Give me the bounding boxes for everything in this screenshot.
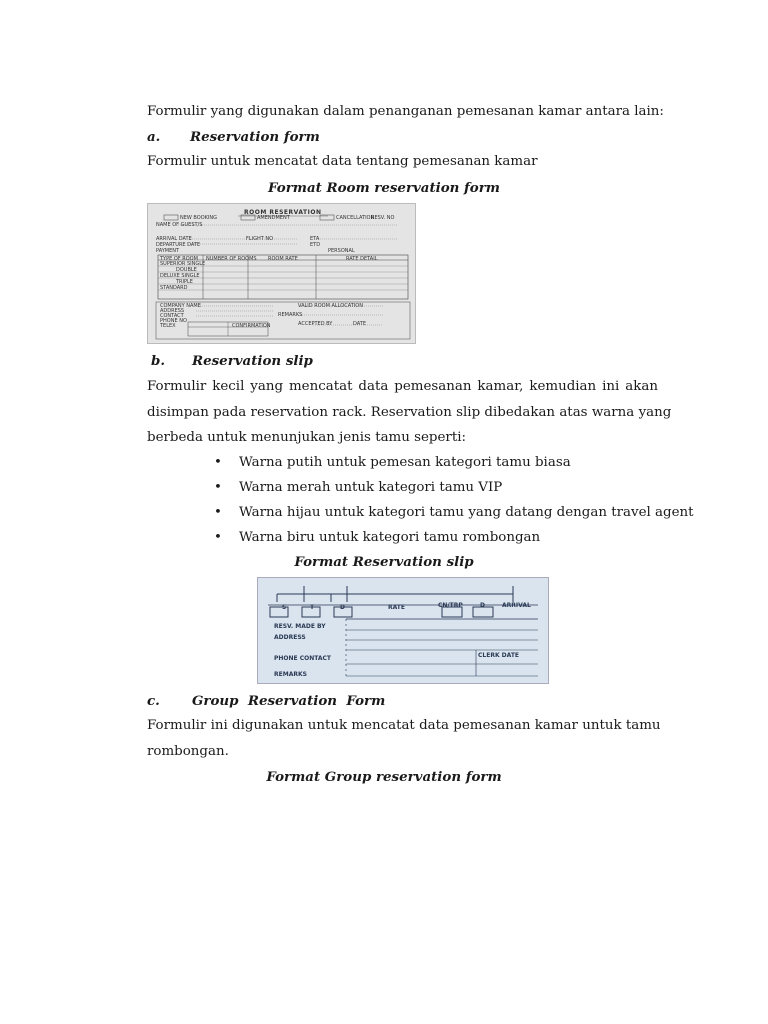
- room-form-label: CONFIRMATION: [232, 323, 271, 329]
- word: yang: [638, 405, 672, 420]
- word: slip: [456, 405, 481, 420]
- room-form-label: ACCEPTED BY: [298, 321, 333, 327]
- section-a-title: Reservation form: [190, 129, 320, 145]
- section-b-para-line-3: berbeda untuk menunjukan jenis tamu seperti:: [147, 430, 467, 445]
- room-form-label: NAME OF GUEST/S: [156, 222, 203, 228]
- room-form-label: DATE: [353, 321, 367, 327]
- section-a-caption: Format Room reservation form: [268, 180, 500, 196]
- slip-d-label: D: [480, 602, 485, 609]
- word: data: [358, 379, 389, 394]
- slip-made-by-label: RESV. MADE BY: [274, 623, 326, 630]
- slip-form-lines: [258, 578, 548, 683]
- word: digunakan: [232, 718, 304, 733]
- word: Formulir: [147, 718, 207, 733]
- room-form-label: REMARKS: [278, 312, 303, 318]
- bullet-icon: •: [214, 480, 222, 495]
- section-c-para-line-2: rombongan.: [147, 744, 229, 759]
- word: ini: [210, 718, 228, 733]
- slip-box-label: S: [282, 604, 287, 611]
- room-form-label: ROOM RATE: [268, 256, 298, 262]
- section-c-para-line-1: [147, 717, 661, 735]
- word: Formulir: [147, 379, 207, 394]
- room-form-label: STANDARD: [160, 285, 188, 291]
- slip-phone-label: PHONE CONTACT: [274, 655, 332, 662]
- word: atas: [559, 405, 588, 420]
- section-b-para-line-2: [147, 404, 672, 422]
- room-form-label: PERSONAL: [328, 248, 355, 254]
- slip-box-label: D: [340, 604, 345, 611]
- word: untuk: [307, 718, 348, 733]
- room-form-label: CONTACT: [160, 313, 184, 319]
- slip-arrival-label: ARRIVAL: [502, 602, 531, 609]
- word: dibedakan: [484, 405, 556, 420]
- room-form-label: SUPERIOR SINGLE: [160, 261, 206, 267]
- word: tamu: [625, 718, 661, 733]
- word: disimpan: [147, 405, 209, 420]
- section-a-marker: a.: [147, 129, 161, 145]
- word: untuk: [582, 718, 622, 733]
- room-form-check-label: AMENDMENT: [257, 215, 290, 221]
- slip-box-label: T: [310, 604, 315, 611]
- word: mencatat: [351, 718, 415, 733]
- room-form-label: COMPANY NAME: [160, 303, 201, 309]
- room-reservation-form-image: [147, 203, 416, 344]
- word: akan: [625, 379, 658, 394]
- word: Reservation: [370, 405, 452, 420]
- bullet-item: Warna merah untuk kategori tamu VIP: [239, 480, 503, 495]
- intro-text: Formulir yang digunakan dalam penanganan pemesanan kamar antara lain:: [147, 104, 664, 119]
- room-form-label: DOUBLE: [176, 267, 197, 273]
- room-form-label: ETA: [310, 236, 320, 242]
- room-form-label: RESV. NO: [371, 215, 395, 221]
- room-form-label: NUMBER OF ROOMS: [206, 256, 257, 262]
- bullet-item: Warna hijau untuk kategori tamu yang datang dengan travel agent: [239, 505, 694, 520]
- room-form-label: VALID ROOM ALLOCATION: [298, 303, 363, 309]
- room-form-check-label: CANCELLATION: [336, 215, 375, 221]
- bullet-item: Warna biru untuk kategori tamu rombongan: [239, 530, 541, 545]
- room-form-title: ROOM RESERVATION: [244, 209, 322, 216]
- slip-remarks-label: REMARKS: [274, 671, 307, 678]
- word: rack.: [332, 405, 367, 420]
- word: data: [419, 718, 450, 733]
- word: kecil: [212, 379, 245, 394]
- room-form-label: DEPARTURE DATE: [156, 242, 201, 248]
- slip-cntrp-label: CN/TRP: [438, 602, 463, 609]
- bullet-icon: •: [214, 530, 222, 545]
- room-form-label: FLIGHT NO: [246, 236, 274, 242]
- room-form-label: RATE DETAIL: [346, 256, 378, 262]
- room-form-label: DELUXE SINGLE: [160, 273, 200, 279]
- room-form-check-label: NEW BOOKING: [180, 215, 218, 221]
- section-c-caption: Format Group reservation form: [266, 769, 502, 785]
- room-form-label: ADDRESS: [160, 308, 185, 314]
- room-form-label: TRIPLE: [176, 279, 193, 285]
- word: warna: [591, 405, 635, 420]
- bullet-icon: •: [214, 455, 222, 470]
- word: kamar,: [477, 379, 524, 394]
- word: pemesanan: [453, 718, 531, 733]
- word: yang: [250, 379, 284, 394]
- section-b-title: Reservation slip: [192, 353, 313, 369]
- slip-rate-label: RATE: [388, 604, 405, 611]
- section-b-caption: Format Reservation slip: [294, 554, 474, 570]
- word: reservation: [250, 405, 328, 420]
- slip-address-label: ADDRESS: [274, 634, 306, 641]
- word: ini: [602, 379, 620, 394]
- slip-clerk-label: CLERK DATE: [478, 652, 520, 659]
- room-form-label: PHONE NO: [160, 318, 187, 324]
- reservation-slip-image: [257, 577, 549, 684]
- section-c-marker: c.: [147, 693, 160, 709]
- word: pada: [213, 405, 247, 420]
- bullet-icon: •: [214, 505, 222, 520]
- word: kamar: [534, 718, 578, 733]
- room-form-label: TYPE OF ROOM: [160, 256, 198, 262]
- section-c-title: Group Reservation Form: [192, 693, 386, 709]
- word: kemudian: [529, 379, 597, 394]
- bullet-item: Warna putih untuk pemesan kategori tamu biasa: [239, 455, 571, 470]
- room-form-label: ETD: [310, 242, 321, 248]
- section-b-marker: b.: [151, 353, 166, 369]
- word: pemesanan: [394, 379, 472, 394]
- section-a-desc: Formulir untuk mencatat data tentang pemesanan kamar: [147, 154, 538, 169]
- word: mencatat: [288, 379, 353, 394]
- room-form-label: TELEX: [160, 323, 176, 329]
- section-b-para-line-1: [147, 378, 658, 396]
- room-form-label: ARRIVAL DATE: [156, 236, 192, 242]
- room-form-label: PAYMENT: [156, 248, 180, 254]
